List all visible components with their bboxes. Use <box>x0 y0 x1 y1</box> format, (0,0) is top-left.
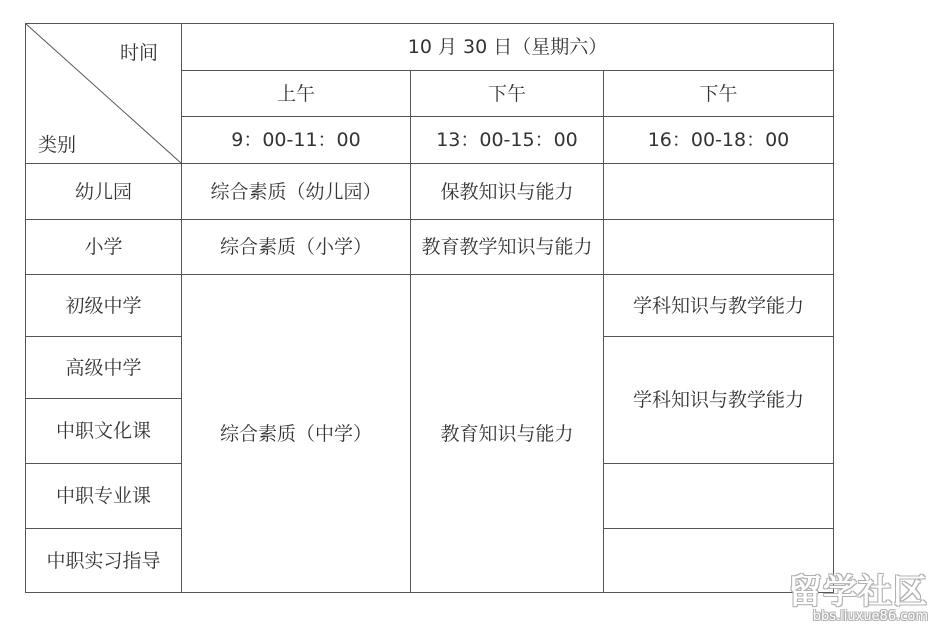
watermark-url: bbs.liuxue86.com <box>812 609 928 624</box>
cell-kindergarten-morning: 综合素质（幼儿园） <box>210 180 382 203</box>
period-morning: 上午 <box>276 82 315 105</box>
cell-secondary-afternoon: 教育知识与能力 <box>440 422 574 445</box>
corner-category-label: 类别 <box>38 134 77 156</box>
cell-primary-afternoon: 教育教学知识与能力 <box>421 236 593 258</box>
watermark-logo: 留学社区 <box>788 572 928 612</box>
cell-primary-morning: 综合素质（小学） <box>219 236 372 258</box>
watermark <box>788 572 928 624</box>
category-kindergarten: 幼儿园 <box>74 180 132 203</box>
period-afternoon-2: 下午 <box>699 82 738 105</box>
category-vocational-major: 中职专业课 <box>55 485 151 507</box>
category-senior-high: 高级中学 <box>65 356 142 379</box>
corner-time-label: 时间 <box>120 42 159 64</box>
category-junior-middle: 初级中学 <box>65 294 142 317</box>
category-vocational-practice: 中职实习指导 <box>46 549 161 572</box>
time-slot-3: 16：00-18：00 <box>647 129 790 151</box>
time-slot-1: 9：00-11：00 <box>231 129 361 151</box>
date-header: 10 月 30 日（星期六） <box>407 36 608 58</box>
cell-kindergarten-afternoon: 保教知识与能力 <box>440 180 574 203</box>
category-vocational-culture: 中职文化课 <box>55 420 151 442</box>
cell-junior-subject: 学科知识与教学能力 <box>632 294 804 317</box>
period-afternoon-1: 下午 <box>487 82 526 105</box>
category-primary: 小学 <box>84 236 123 258</box>
time-slot-2: 13：00-15：00 <box>436 129 578 151</box>
cell-senior-subject: 学科知识与教学能力 <box>632 389 804 411</box>
cell-secondary-morning: 综合素质（中学） <box>219 422 372 445</box>
